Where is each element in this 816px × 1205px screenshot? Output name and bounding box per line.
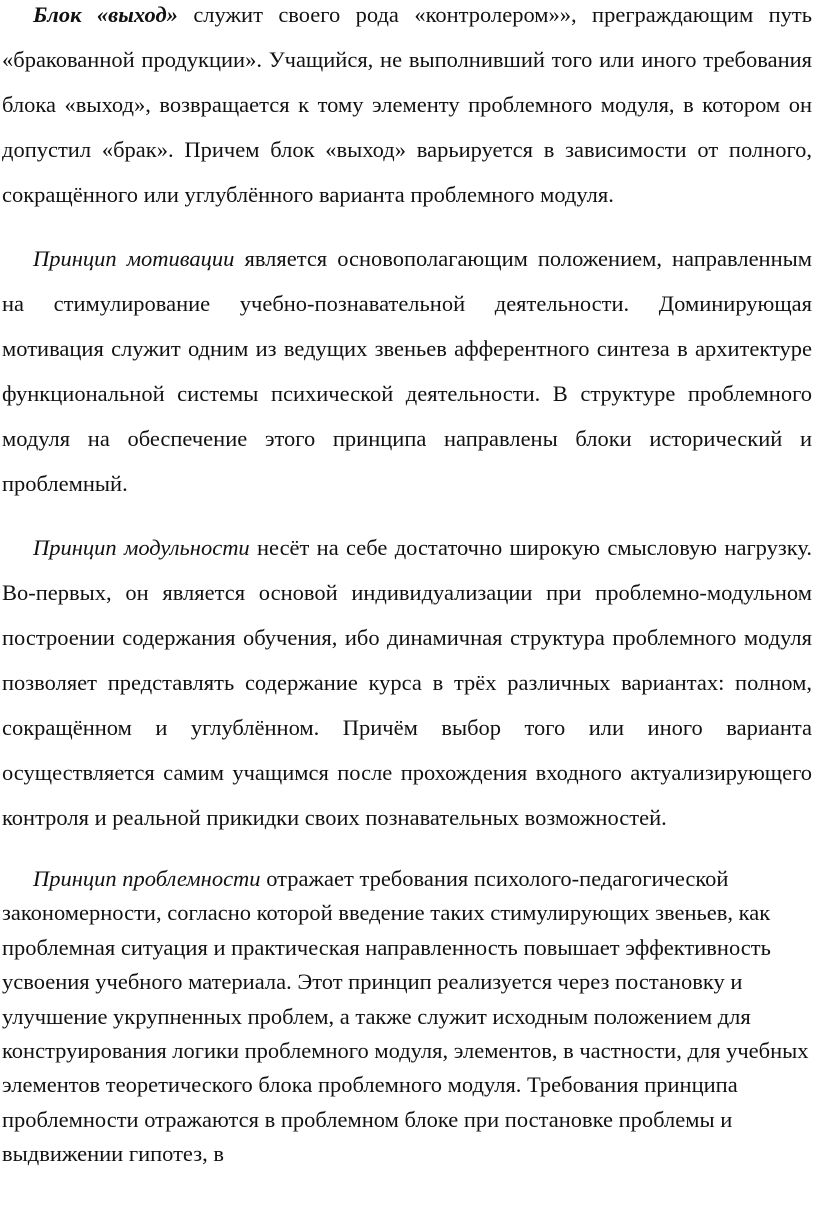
paragraph-body-text: несёт на себе достаточно широкую смысловую нагрузку. Во-первых, он является основой индивидуализации при проблемно-модульном построении содержания обучения, ибо динамичная структура проблемного модуля позволяет представлять содержание курса в трёх различных вариантах: полном, сокращённом и углублённом. Причём выбор того или иного варианта осуществляется самим учащимся после прохождения входного актуализирующего контроля и реальной прикидки своих познавательных возможностей. bbox=[2, 535, 812, 830]
paragraph-lead-term: Блок «выход» bbox=[33, 2, 178, 27]
paragraph-lead-term: Принцип мотивации bbox=[33, 246, 235, 271]
paragraph-modularity-principle bbox=[2, 525, 812, 840]
paragraph-body-text: служит своего рода «контролером»», преграждающим путь «бракованной продукции». Учащийся, не выполнивший того или иного требования блока «выход», возвращается к тому элементу проблемного модуля, в котором он допустил «брак». Причем блок «выход» варьируется в зависимости от полного, сокращённого или углублённого варианта проблемного модуля. bbox=[2, 2, 812, 207]
paragraph-exit-block bbox=[2, 0, 812, 217]
paragraph-motivation-principle bbox=[2, 236, 812, 506]
paragraph-body-text: является основополагающим положением, направленным на стимулирование учебно-познавательной деятельности. Доминирующая мотивация служит одним из ведущих звеньев афферентного синтеза в архитектуре функциональной системы психической деятельности. В структуре проблемного модуля на обеспечение этого принципа направлены блоки исторический и проблемный. bbox=[2, 246, 812, 496]
paragraph-body-text: отражает требования психолого-педагогической закономерности, согласно которой введение таких стимулирующих звеньев, как проблемная ситуация и практическая направленность повышает эффективность усвоения учебного материала. Этот принцип реализуется через постановку и улучшение укрупненных проблем, а также служит исходным положением для конструирования логики проблемного модуля, элементов, в частности, для учебных элементов теоретического блока проблемного модуля. Требования принципа проблемности отражаются в проблемном блоке при постановке проблемы и выдвижении гипотез, в bbox=[2, 866, 809, 1167]
paragraph-problem-principle bbox=[2, 862, 812, 1172]
paragraph-lead-term: Принцип проблемности bbox=[33, 866, 261, 891]
paragraph-lead-term: Принцип модульности bbox=[33, 535, 250, 560]
